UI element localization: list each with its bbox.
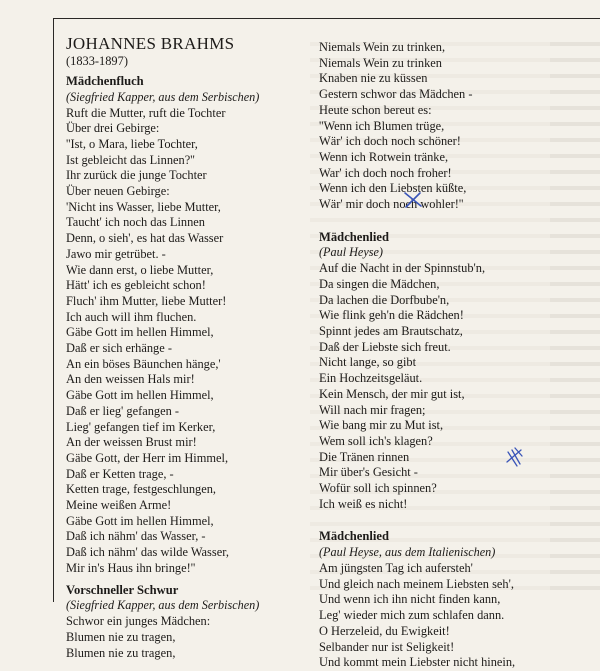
verse-line: Wär' mir doch noch wohler!'' [319,197,464,212]
verse-line: Mir über's Gesicht - [319,465,418,480]
pen-check-mark [505,446,525,470]
song-author: (Paul Heyse) [319,245,383,260]
composer-name: JOHANNES BRAHMS [66,34,235,53]
verse-line: Hätt' ich es gebleicht schon! [66,278,206,293]
verse-line: Mir in's Haus ihn bringe!'' [66,560,196,575]
poem-section [66,583,301,662]
verse-line: Über neuen Gebirge: [66,184,170,199]
verse-line: O Herzeleid, du Ewigkeit! [319,623,450,638]
verse-line: Gäbe Gott im hellen Himmel, [66,513,214,528]
verse-line: Daß ich nähm' das wilde Wasser, [66,545,229,560]
verse-line: 'Nicht ins Wasser, liebe Mutter, [66,199,221,214]
verse-line: Und kommt mein Liebster nicht hinein, [319,655,516,670]
verse-line: Blumen nie zu tragen, [66,645,176,660]
verse-line: Wie flink geh'n die Rädchen! [319,308,464,323]
left-column [66,34,301,661]
verse-line: Über drei Gebirge: [66,121,160,136]
verse-line: Will nach mir fragen; [319,402,426,417]
verse-line: Ein Hochzeitsgeläut. [319,371,423,386]
verse-line: Gestern schwor das Mädchen - [319,87,473,102]
verse-line: An ein böses Bäunchen hänge,' [66,356,221,371]
composer-dates: (1833-1897) [66,54,128,68]
song-title: Mädchenlied [319,229,389,244]
verse-line: Wenn ich den Liebsten küßte, [319,181,467,196]
right-column [319,40,544,671]
verse-line: Taucht' ich noch das Linnen [66,215,205,230]
verse-line: War' ich doch noch froher! [319,165,452,180]
song-author: (Siegfried Kapper, aus dem Serbischen) [66,598,260,613]
verse-line: Ich weiß es nicht! [319,496,408,511]
verse-line: Schwor ein junges Mädchen: [66,614,211,629]
verse-line: Wofür soll ich spinnen? [319,481,437,496]
verse-line: Wär' ich doch noch schöner! [319,134,461,149]
verse-line: Lieg' gefangen tief im Kerker, [66,419,216,434]
left-sections [66,74,301,661]
verse-line: Niemals Wein zu trinken, [319,40,446,54]
verse-line: Blumen nie zu tragen, [66,629,176,644]
verse-line: Gäbe Gott im hellen Himmel, [66,325,214,340]
verse-line: Die Tränen rinnen [319,449,410,464]
verse-line: Wem soll ich's klagen? [319,433,433,448]
poem-section [319,529,544,670]
verse-line: Daß er sich erhänge - [66,341,172,356]
song-author: (Paul Heyse, aus dem Italienischen) [319,544,496,559]
verse-line: Wie bang mir zu Mut ist, [319,418,444,433]
verse-line: Und wenn ich ihn nicht finden kann, [319,592,501,607]
verse-line: Nicht lange, so gibt [319,355,417,370]
verse-line: An den weissen Hals mir! [66,372,195,387]
verse-line: Ich auch will ihm fluchen. [66,309,197,324]
poem-section [319,230,544,513]
verse-line: Leg' wieder mich zum schlafen dann. [319,608,505,623]
song-title: Mädchenfluch [66,74,144,88]
verse-line: Meine weißen Arme! [66,498,172,513]
verse-line: Selbander nur ist Seligkeit! [319,639,455,654]
verse-line: Niemals Wein zu trinken [319,55,442,70]
song-title: Mädchenlied [319,529,389,544]
poem-section [66,74,301,577]
verse-line: Daß der Liebste sich freut. [319,339,451,354]
verse-line: Wie dann erst, o liebe Mutter, [66,262,214,277]
song-title: Vorschneller Schwur [66,582,179,597]
verse-line: Knaben nie zu küssen [319,71,428,86]
verse-line: Gäbe Gott im hellen Himmel, [66,388,214,403]
verse-line: Ketten trage, festgeschlungen, [66,482,217,497]
verse-line: ''Wenn ich Blumen trüge, [319,118,445,133]
verse-line: Ihr zurück die junge Tochter [66,168,207,183]
verse-line: Da singen die Mädchen, [319,276,440,291]
verse-line: Ist gebleicht das Linnen?'' [66,152,195,167]
verse-line: Da lachen die Dorfbube'n, [319,292,450,307]
verse-line: Gäbe Gott, der Herr im Himmel, [66,450,229,465]
verse-line: ''Ist, o Mara, liebe Tochter, [66,136,198,151]
verse-line: An der weissen Brust mir! [66,435,197,450]
verse-line: Auf die Nacht in der Spinnstub'n, [319,261,486,276]
verse-line: Daß ich nähm' das Wasser, - [66,529,206,544]
verse-line: Fluch' ihm Mutter, liebe Mutter! [66,293,227,308]
pen-cross-mark [402,191,424,209]
verse-line: Kein Mensch, der mir gut ist, [319,386,465,401]
verse-line: Am jüngsten Tag ich aufersteh' [319,560,473,575]
verse-line: Wenn ich Rotwein tränke, [319,149,449,164]
verse-line: Und gleich nach meinem Liebsten seh', [319,576,514,591]
verse-line: Jawo mir getrübet. - [66,246,166,261]
verse-line: Daß er Ketten trage, - [66,466,174,481]
verse-line: Heute schon bereut es: [319,102,432,117]
verse-line: Ruft die Mutter, ruft die Tochter [66,105,226,120]
verse-line: Spinnt jedes am Brautschatz, [319,324,463,339]
verse-line: Daß er lieg' gefangen - [66,403,180,418]
verse-line: Denn, o sieh', es hat das Wasser [66,231,224,246]
song-author: (Siegfried Kapper, aus dem Serbischen) [66,89,260,104]
right-intro-lines [319,40,544,213]
